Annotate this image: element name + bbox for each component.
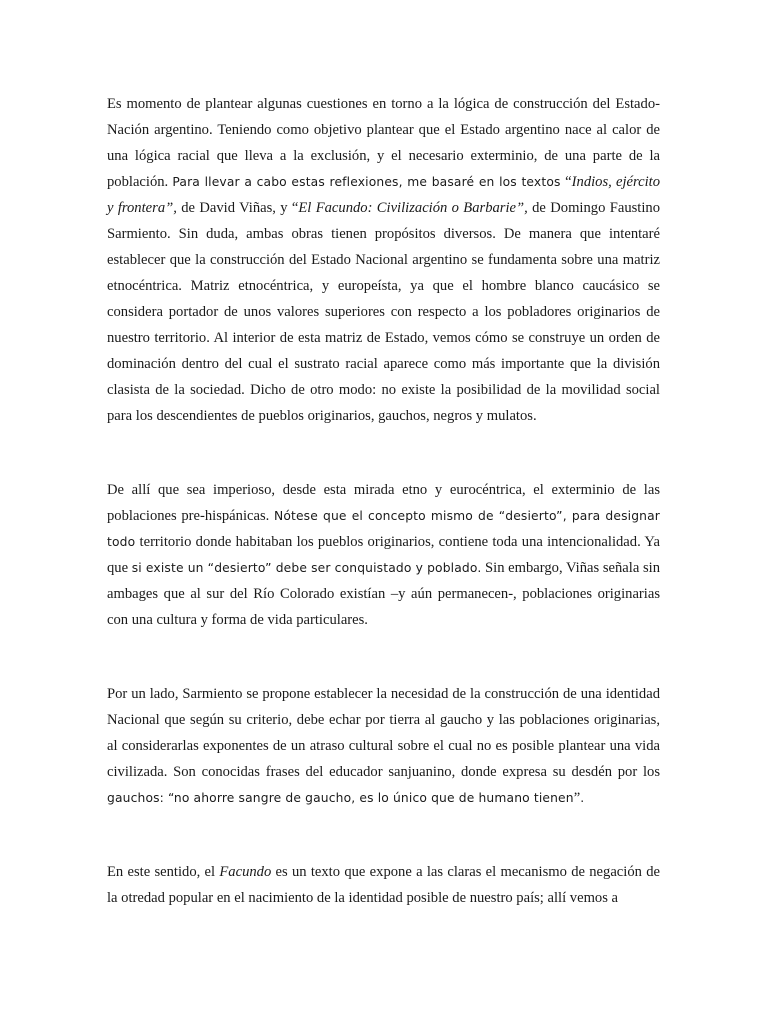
paragraph-3-text: Por un lado, Sarmiento se propone establecer la necesidad de la construcción de una identidad Nacional que según su criterio, debe echar por tierra al gaucho y las poblaciones originarias, al considerarlas exponentes de un atraso cultural sobre el cual no es posible plantear una vida civilizada. Son conocidas frases del educador sanjuanino, donde expresa su desdén por los xyxy=(107,686,660,780)
paragraph-3 xyxy=(107,681,660,811)
sarmiento-quote: gauchos: “no ahorre sangre de gaucho, es lo único que de humano tienen xyxy=(107,791,574,805)
paragraph-1-alt-font-text: Para llevar a cabo estas reflexiones, me basaré en los textos xyxy=(172,175,566,189)
paragraph-1-open-quote: “ xyxy=(565,174,572,190)
title-indios-ejercito-frontera: Indios, ejército y frontera”, xyxy=(107,174,661,216)
paragraph-2-text-2: territorio donde habitaban los pueblos originarios, contiene toda una intencionalidad. Ya que xyxy=(107,534,660,576)
paragraph-1-text-2: de David Viñas, y “ xyxy=(176,200,299,216)
paragraph-3-close-quote: ” xyxy=(573,790,581,806)
paragraph-4-text: En este sentido, el xyxy=(107,864,220,880)
paragraph-2-text-3: Sin embargo, Viñas señala sin ambages que al sur del Río Colorado existían –y aún permanecen-, poblaciones originarias con una cultura y forma de vida particulares. xyxy=(107,560,660,628)
paragraph-1 xyxy=(107,91,660,429)
paragraph-2-alt-font-text: Nótese que el concepto mismo de “desierto”, para designar todo xyxy=(107,509,661,549)
paragraph-4-text-2: es un texto que expone a las claras el mecanismo de negación de la otredad popular en el nacimiento de la identidad posible de nuestro país; allí vemos a xyxy=(107,864,660,906)
paragraph-1-text: Es momento de plantear algunas cuestiones en torno a la lógica de construcción del Estado-Nación argentino. Teniendo como objetivo plantear que el Estado argentino nace al calor de una lógica racial que lleva a la exclusión, y el necesario exterminio, de una parte de la población. xyxy=(107,96,660,190)
document-body xyxy=(107,91,660,911)
title-el-facundo: El Facundo: Civilización o Barbarie”, xyxy=(298,200,528,216)
paragraph-2-text: De allí que sea imperioso, desde esta mirada etno y eurocéntrica, el exterminio de las poblaciones pre-hispánicas. xyxy=(107,482,660,524)
paragraph-3-period: . xyxy=(580,791,585,805)
paragraph-2 xyxy=(107,477,660,633)
paragraph-2-alt-font-text-2: si existe un “desierto” debe ser conquistado y poblado. xyxy=(131,561,482,575)
title-facundo: Facundo xyxy=(219,864,272,880)
paragraph-4 xyxy=(107,859,660,911)
paragraph-1-text-3: de Domingo Faustino Sarmiento. Sin duda, ambas obras tienen propósitos diversos. De manera que intentaré establecer que la construcción del Estado Nacional argentino se fundamenta sobre una matriz etnocéntrica. Matriz etnocéntrica, y europeísta, ya que el hombre blanco caucásico se considera portador de unos valores superiores con respecto a los pobladores originarios de nuestro territorio. Al interior de esta matriz de Estado, vemos cómo se construye un orden de dominación dentro del cual el sustrato racial aparece como más importante que la división clasista de la sociedad. Dicho de otro modo: no existe la posibilidad de la movilidad social para los descendientes de pueblos originarios, gauchos, negros y mulatos. xyxy=(107,200,660,424)
